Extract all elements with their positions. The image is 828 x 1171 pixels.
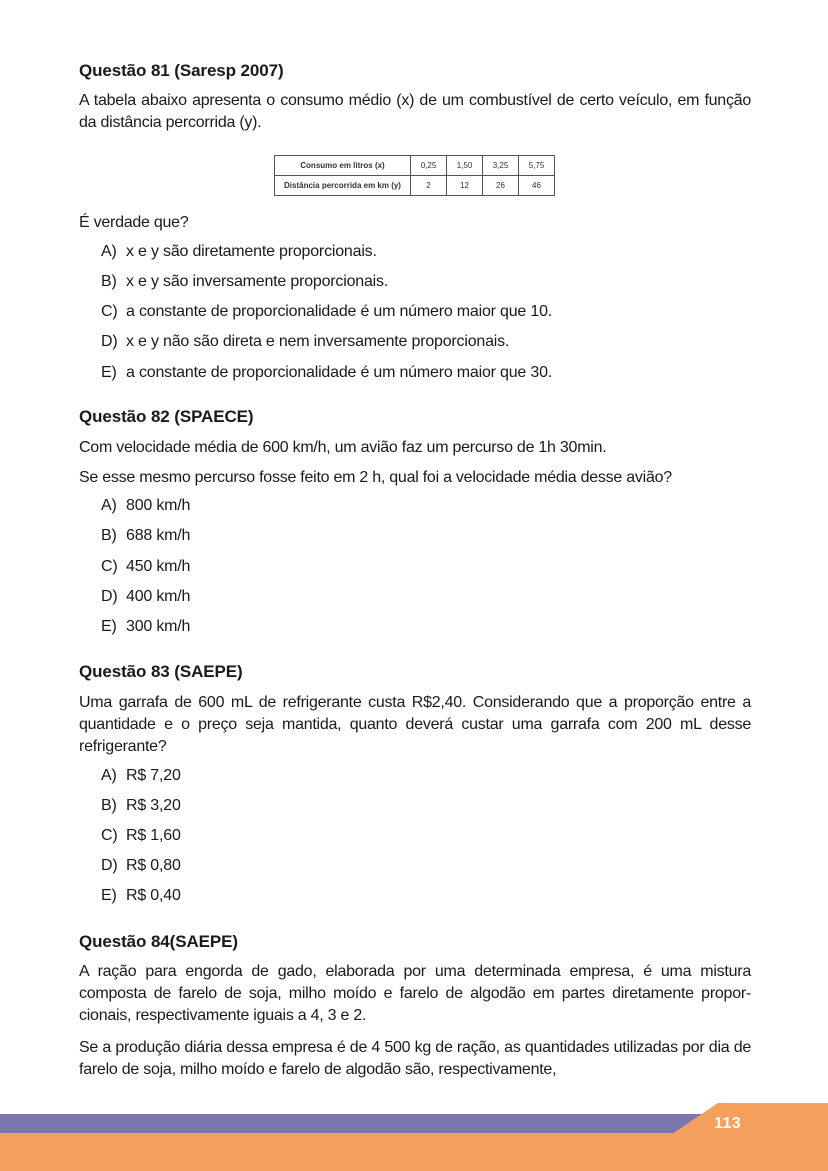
- question-81-option-a: A) x e y são diretamente proporcionais.: [101, 243, 377, 260]
- question-83-statement: Uma garrafa de 600 mL de refrigerante custa R$2,40. Considerando que a proporção entre a quantidade e o preço seja mantida, quanto deverá custar uma garrafa com 200 mL desse refrigerante?: [79, 694, 751, 755]
- table-cell: 5,75: [519, 156, 555, 176]
- table-row-header: Consumo em litros (x): [275, 156, 411, 176]
- table-cell: 3,25: [483, 156, 519, 176]
- table-row-header: Distância percorrida em km (y): [275, 176, 411, 196]
- question-82-option-e: E) 300 km/h: [101, 618, 191, 635]
- table-row: [275, 176, 555, 196]
- question-81-option-e: E) a constante de proporcionalidade é um número maior que 30.: [101, 364, 553, 381]
- footer-page-tab: [672, 1103, 828, 1134]
- table-cell: 26: [483, 176, 519, 196]
- question-81-option-d: D) x e y não são direta e nem inversamente proporcionais.: [101, 333, 510, 350]
- question-81-option-b: B) x e y são inversamente proporcionais.: [101, 273, 389, 290]
- question-83-option-b: B) R$ 3,20: [101, 797, 181, 814]
- question-81-prompt: É verdade que?: [79, 214, 189, 231]
- table-cell: 0,25: [411, 156, 447, 176]
- question-83-option-d: D) R$ 0,80: [101, 857, 181, 874]
- table-cell: 1,50: [447, 156, 483, 176]
- question-81-option-c: C) a constante de proporcionalidade é um número maior que 10.: [101, 303, 553, 320]
- question-82-option-a: A) 800 km/h: [101, 497, 191, 514]
- page-number: 113: [714, 1115, 742, 1132]
- table-cell: 46: [519, 176, 555, 196]
- table-cell: 2: [411, 176, 447, 196]
- question-82-option-b: B) 688 km/h: [101, 527, 191, 544]
- table-cell: 12: [447, 176, 483, 196]
- question-83-title: Questão 83 (SAEPE): [79, 662, 243, 681]
- question-84-title: Questão 84(SAEPE): [79, 932, 238, 951]
- question-82-title: Questão 82 (SPAECE): [79, 407, 254, 426]
- question-82-statement-1: Com velocidade média de 600 km/h, um avião faz um percurso de 1h 30min.: [79, 439, 607, 456]
- question-81-statement: A tabela abaixo apresenta o consumo médio (x) de um combustível de certo veículo, em função da distância percorrida (y).: [79, 92, 751, 131]
- table-row: [275, 156, 555, 176]
- question-83-option-e: E) R$ 0,40: [101, 887, 181, 904]
- question-82-statement-2: Se esse mesmo percurso fosse feito em 2 h, qual foi a velocidade média desse avião?: [79, 469, 672, 486]
- footer-orange-band: [0, 1133, 828, 1171]
- question-83-option-c: C) R$ 1,60: [101, 827, 181, 844]
- question-84-statement-2: Se a produção diária dessa empresa é de 4 500 kg de ração, as quantidades utilizadas por dia de farelo de soja, milho moído e farelo de algodão são, respectivamente,: [79, 1039, 751, 1078]
- question-82-option-d: D) 400 km/h: [101, 588, 191, 605]
- question-81-title: Questão 81 (Saresp 2007): [79, 61, 284, 80]
- question-82-option-c: C) 450 km/h: [101, 558, 191, 575]
- question-84-statement-1: A ração para engorda de gado, elaborada por uma determinada empresa, é uma mistura composta de farelo de soja, milho moído e farelo de algodão em partes diretamente propor-cionais, respectivamente iguais a 4, 3 e 2.: [79, 963, 751, 1024]
- consumption-distance-table: [274, 155, 555, 196]
- question-83-option-a: A) R$ 7,20: [101, 767, 181, 784]
